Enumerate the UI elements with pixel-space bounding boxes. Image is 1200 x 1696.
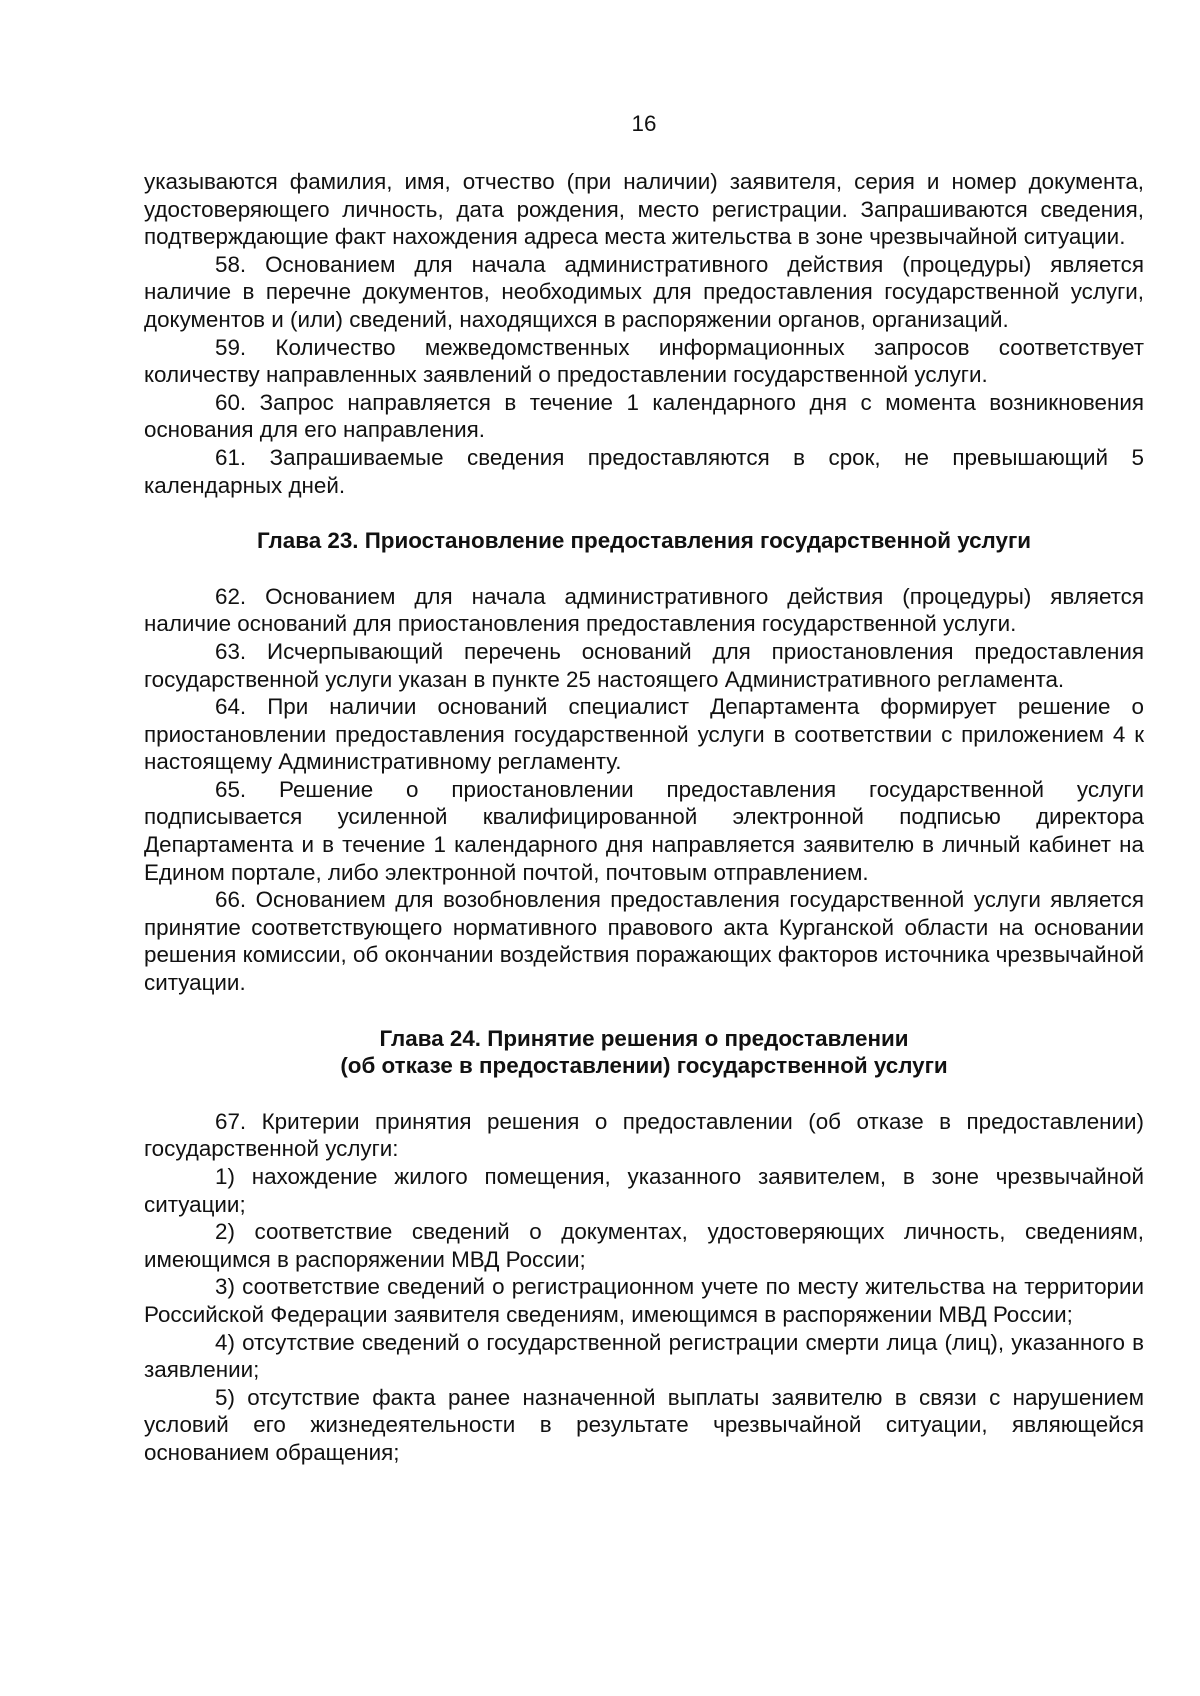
chapter-24-heading <box>144 1025 1144 1080</box>
page-number: 16 <box>631 111 657 136</box>
criterion-1: 1) нахождение жилого помещения, указанного заявителем, в зоне чрезвычайной ситуации; <box>144 1164 1144 1217</box>
criterion-2: 2) соответствие сведений о документах, удостоверяющих личность, сведениям, имеющимся в распоряжении МВД России; <box>144 1219 1144 1272</box>
document-page <box>144 110 1144 1467</box>
paragraph-61: 61. Запрашиваемые сведения предоставляются в срок, не превышающий 5 календарных дней. <box>144 444 1144 498</box>
paragraph-63: 63. Исчерпывающий перечень оснований для приостановления предоставления государственной услуги указан в пункте 25 настоящего Административного регламента. <box>144 638 1144 692</box>
criterion-5: 5) отсутствие факта ранее назначенной выплаты заявителю в связи с нарушением условий его жизнедеятельности в результате чрезвычайной ситуации, являющейся основанием обращения; <box>144 1384 1144 1465</box>
paragraph-66: 66. Основанием для возобновления предоставления государственной услуги является принятие соответствующего нормативного правового акта Курганской области на основании решения комиссии, об окончании воздействия поражающих факторов источника чрезвычайной ситуации. <box>144 887 1144 996</box>
chapter-23-heading: Глава 23. Приостановление предоставления государственной услуги <box>256 528 1032 554</box>
paragraph-58: 58. Основанием для начала административного действия (процедуры) является наличие в перечне документов, необходимых для предоставления государственной услуги, документов и (или) сведений, находящихся в распоряжении органов, организаций. <box>144 251 1144 332</box>
criterion-3: 3) соответствие сведений о регистрационном учете по месту жительства на территории Российской Федерации заявителя сведениям, имеющимся в распоряжении МВД России; <box>144 1274 1144 1327</box>
paragraph-62: 62. Основанием для начала административного действия (процедуры) является наличие оснований для приостановления предоставления государственной услуги. <box>144 583 1144 637</box>
paragraph-67: 67. Критерии принятия решения о предоставлении (об отказе в предоставлении) государственной услуги: <box>144 1108 1144 1162</box>
chapter-24-heading-line-1: Глава 24. Принятие решения о предоставлении <box>379 1025 909 1051</box>
paragraph-65: 65. Решение о приостановлении предоставления государственной услуги подписывается усиленной квалифицированной электронной подписью директора Департамента и в течение 1 календарного дня направляется заявителю в личный кабинет на Едином портале, либо электронной почтой, почтовым отправлением. <box>144 776 1144 885</box>
paragraph-59: 59. Количество межведомственных информационных запросов соответствует количеству направленных заявлений о предоставлении государственной услуги. <box>144 334 1144 388</box>
paragraph-64: 64. При наличии оснований специалист Департамента формирует решение о приостановлении предоставления государственной услуги в соответствии с приложением 4 к настоящему Административному регламенту. <box>144 694 1144 775</box>
chapter-24-heading-line-2: (об отказе в предоставлении) государственной услуги <box>340 1053 948 1079</box>
paragraph-60: 60. Запрос направляется в течение 1 календарного дня с момента возникновения основания для его направления. <box>144 389 1144 443</box>
paragraph-continuation: указываются фамилия, имя, отчество (при наличии) заявителя, серия и номер документа, удостоверяющего личность, дата рождения, место регистрации. Запрашиваются сведения, подтверждающие факт нахождения адреса места жительства в зоне чрезвычайной ситуации. <box>144 169 1144 250</box>
criterion-4: 4) отсутствие сведений о государственной регистрации смерти лица (лиц), указанного в заявлении; <box>144 1329 1144 1383</box>
